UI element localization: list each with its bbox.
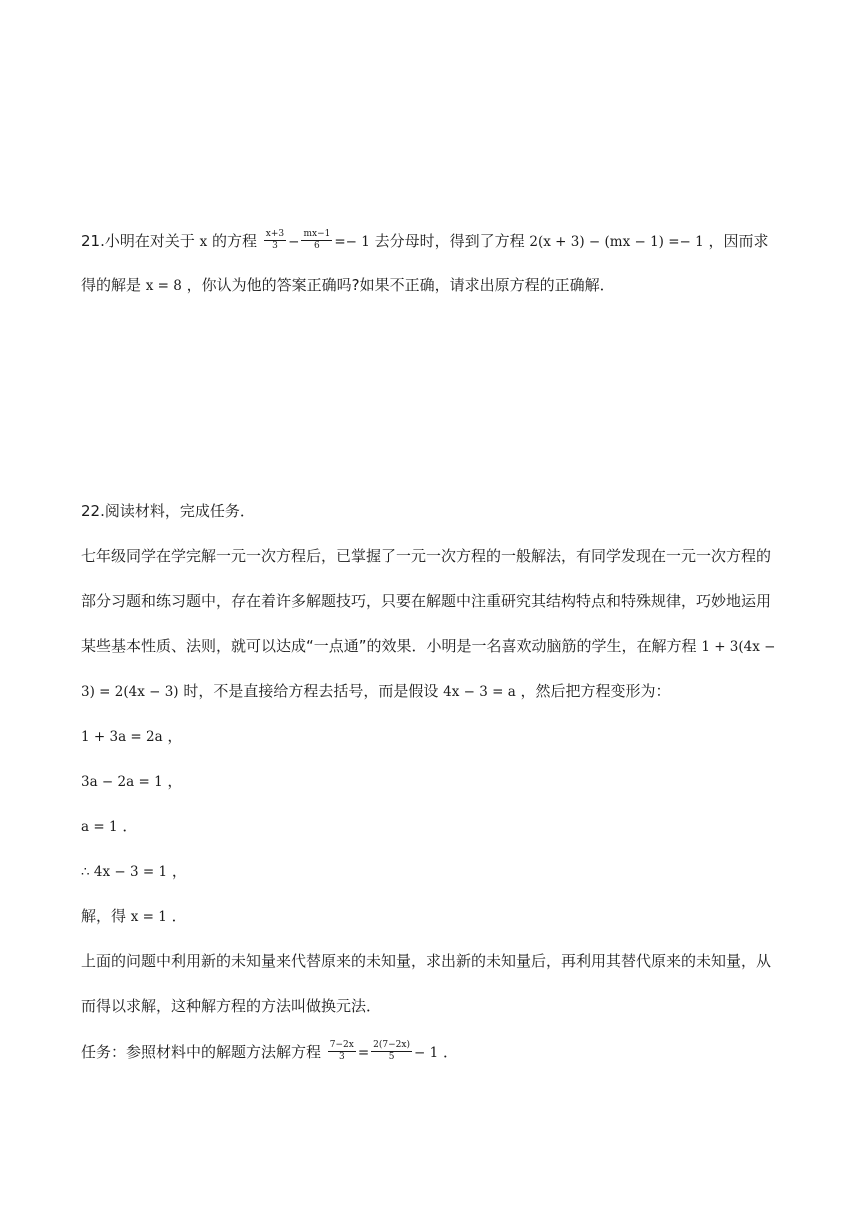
step-punct: ， xyxy=(167,862,187,880)
fraction-numerator: x+3 xyxy=(265,229,285,239)
fraction xyxy=(328,1040,356,1063)
fraction xyxy=(264,229,286,252)
fraction-denominator: 5 xyxy=(388,1052,395,1062)
solution-step xyxy=(81,771,182,792)
math-expression: 3) = 2(4x − 3) xyxy=(81,684,179,700)
step-punct: ， xyxy=(162,772,183,790)
math-operator: − xyxy=(288,234,300,250)
q22-paragraph-line xyxy=(81,681,671,702)
fraction xyxy=(301,229,332,252)
math-expression: 1 + 3(4x − xyxy=(701,639,776,655)
task-text: ． xyxy=(438,1043,458,1061)
math-expression: x = 1 xyxy=(130,909,167,925)
q21-text: 的方程 xyxy=(207,232,262,250)
math-expression: ∴ 4x − 3 = 1 xyxy=(81,864,168,880)
fraction xyxy=(371,1040,412,1063)
fraction-denominator: 6 xyxy=(314,241,320,251)
q21-text: ，因而求 xyxy=(703,232,769,250)
fraction-numerator: 2(7−2x) xyxy=(373,1040,410,1050)
q22-text: ，然后把方程变形为： xyxy=(515,682,671,700)
math-expression: 1 + 3a = 2a xyxy=(81,729,163,745)
step-punct: ． xyxy=(117,817,138,835)
step-punct: ． xyxy=(166,907,187,925)
q22-paragraph-line: 七年级同学在学完解一元一次方程后，已掌握了一元一次方程的一般解法，有同学发现在一元一次方程的 xyxy=(81,547,772,565)
math-expression: 3a − 2a = 1 xyxy=(81,774,163,790)
math-expression: 2(x + 3) − (mx − 1) =− 1 xyxy=(529,234,704,250)
q22-title: 22.阅读材料，完成任务． xyxy=(81,502,255,520)
math-expression: a = 1 xyxy=(81,819,118,835)
solution-step xyxy=(81,726,182,747)
q22-paragraph-line xyxy=(81,636,775,657)
q22-text: 某些基本性质、法则，就可以达成“一点通”的效果．小明是一名喜欢动脑筋的学生，在解方程 xyxy=(81,637,702,655)
math-operator: = xyxy=(357,1045,370,1061)
q22-paragraph-line: 而得以求解，这种解方程的方法叫做换元法． xyxy=(81,997,382,1015)
fraction-numerator: mx−1 xyxy=(303,229,331,239)
q21-text: 21.小明在对关于 xyxy=(81,232,200,250)
fraction-numerator: 7−2x xyxy=(329,1040,354,1050)
q22-paragraph-line: 部分习题和练习题中，存在着许多解题技巧，只要在解题中注重研究其结构特点和特殊规律，巧妙地运用 xyxy=(81,592,772,610)
math-expression: x = 8 xyxy=(145,278,182,294)
fraction-denominator: 3 xyxy=(338,1052,345,1062)
solution-step xyxy=(81,861,187,882)
q22-task xyxy=(81,1041,458,1064)
math-expression: =− 1 xyxy=(334,234,370,250)
q21-text: 得的解是 xyxy=(81,276,146,294)
q21-line-2 xyxy=(81,275,615,296)
q22-text: 时，不是直接给方程去括号，而是假设 xyxy=(178,682,444,700)
solution-step xyxy=(81,816,137,837)
q22-paragraph-line: 上面的问题中利用新的未知量来代替原来的未知量，求出新的未知量后，再利用其替代原来的未知量，从 xyxy=(81,952,772,970)
math-variable: x xyxy=(199,234,208,250)
task-text: 任务：参照材料中的解题方法解方程 xyxy=(81,1043,326,1061)
step-text: 解，得 xyxy=(81,907,131,925)
q21-text: ，你认为他的答案正确吗?如果不正确，请求出原方程的正确解． xyxy=(181,276,615,294)
fraction-denominator: 3 xyxy=(272,241,278,251)
math-expression: − 1 xyxy=(414,1045,439,1061)
step-punct: ， xyxy=(162,727,183,745)
q21-line-1 xyxy=(81,230,769,253)
math-expression: 4x − 3 = a xyxy=(443,684,516,700)
q21-text: 去分母时，得到了方程 xyxy=(369,232,530,250)
solution-step xyxy=(81,906,187,927)
